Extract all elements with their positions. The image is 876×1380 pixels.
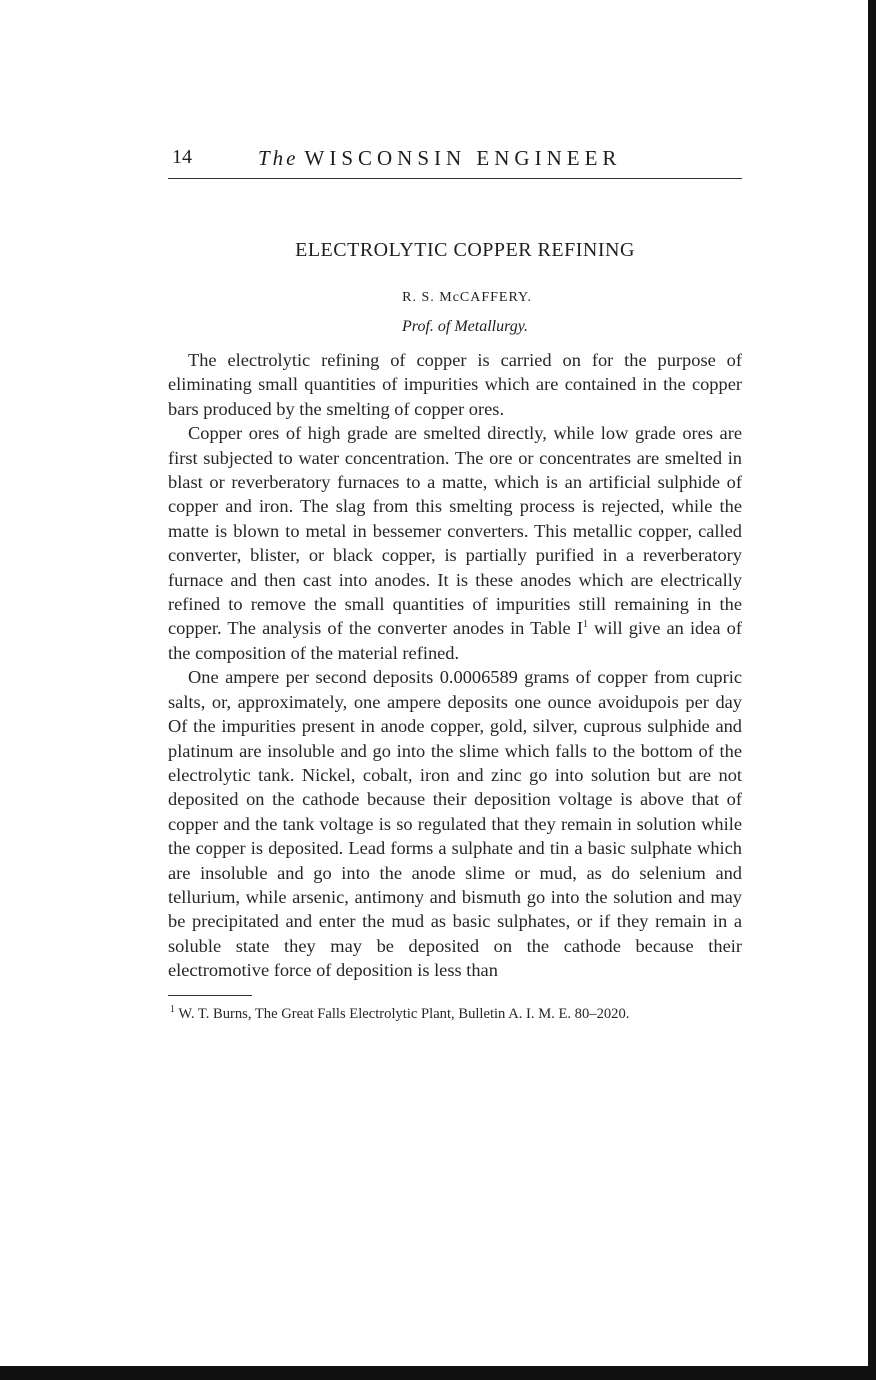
paragraph	[168, 421, 742, 665]
footnote	[168, 1003, 742, 1022]
header-rule	[168, 178, 742, 179]
document-page	[168, 140, 742, 1022]
page-edge-right	[868, 0, 876, 1380]
footnote-reference[interactable]: 1	[582, 619, 588, 631]
paragraph: The electrolytic refining of copper is carried on for the purpose of eliminating small quantities of impurities which are contained in the copper bars produced by the smelting of copper ores.	[168, 350, 742, 419]
journal-title-article: The	[258, 146, 299, 170]
paragraph: One ampere per second deposits 0.0006589 grams of copper from cupric salts, or, approximately, one ampere deposits one ounce avoidupois per day Of the impurities present in anode copper, gold, silver, cuprous sulphide and platinum are insoluble and go into the slime which falls to the bottom of the electrolytic tank. Nickel, cobalt, iron and zinc go into solution but are not deposited on the cathode because their deposition voltage is above that of copper and the tank voltage is so regulated that they remain in solution while the copper is deposited. Lead forms a sulphate and tin a basic sulphate which are insoluble and go into the anode slime or mud, as do selenium and tellurium, while arsenic, antimony and bismuth go into the solution and may be precipitated and enter the mud as basic sulphates, or if they remain in a soluble state they may be deposited on the cathode because their electromotive force of deposition is less than	[168, 667, 742, 981]
running-head	[168, 140, 742, 170]
article-body	[168, 348, 742, 983]
paragraph-text: will give an idea of the composition of the material refined.	[168, 618, 742, 663]
journal-title	[258, 146, 621, 171]
footnote-marker: 1	[170, 1003, 175, 1015]
paragraph-text: Copper ores of high grade are smelted directly, while low grade ores are first subjected to water concentration. The ore or concentrates are smelted in blast or reverberatory furnaces to a matte, which is an artificial sulphide of copper and iron. The slag from this smelting process is rejected, while the matte is blown to metal in bessemer converters. This metallic copper, called converter, blister, or black copper, is partially purified in a reverberatory furnace and then cast into anodes. It is these anodes which are electrically refined to remove the small quantities of impurities still remaining in the copper. The analysis of the converter anodes in Table I	[168, 423, 742, 639]
article-author: R. S. McCAFFERY.	[402, 290, 532, 305]
page-number: 14	[172, 146, 192, 168]
footnote-text: W. T. Burns, The Great Falls Electrolytic Plant, Bulletin A. I. M. E. 80–2020.	[178, 1005, 630, 1022]
article-affiliation: Prof. of Metallurgy.	[402, 318, 528, 335]
journal-title-name: WISCONSIN ENGINEER	[304, 146, 622, 170]
page-edge-bottom	[0, 1366, 876, 1380]
footnote-rule	[168, 995, 252, 996]
article-title: ELECTROLYTIC COPPER REFINING	[295, 239, 635, 261]
